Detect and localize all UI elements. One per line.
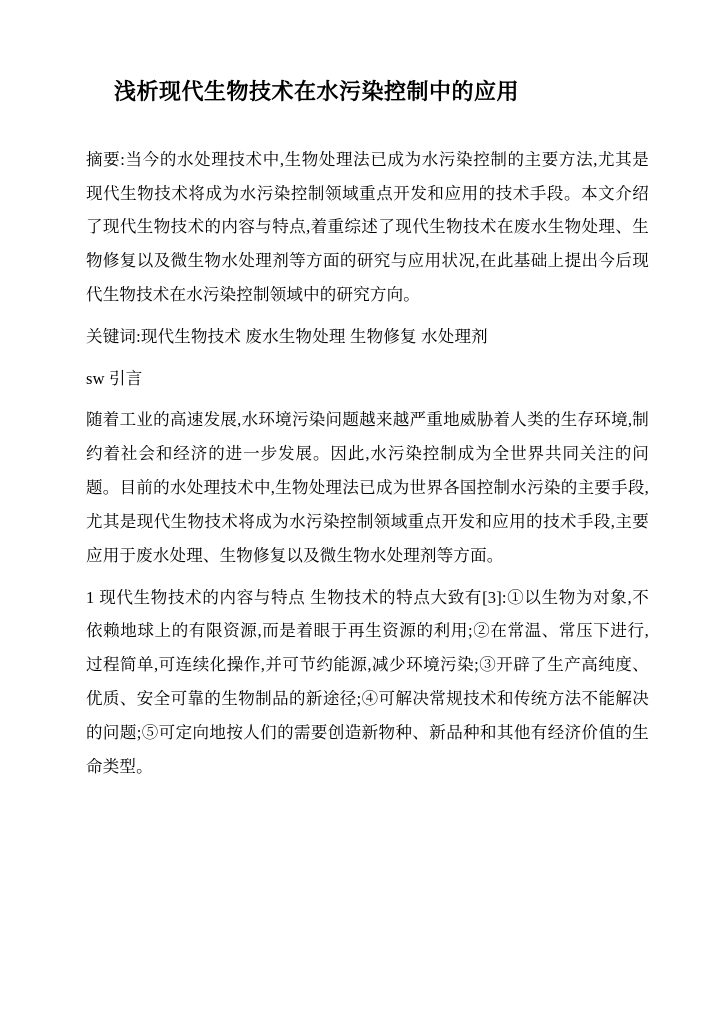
keywords-line: 关键词:现代生物技术 废水生物处理 生物修复 水处理剂 xyxy=(86,326,488,346)
abstract-paragraph: 摘要:当今的水处理技术中,生物处理法已成为水污染控制的主要方法,尤其是现代生物技术将成为水污染控制领域重点开发和应用的技术手段。本文介绍了现代生物技术的内容与特点,着重综述了现代生物技术在废水生物处理、生物修复以及微生物水处理剂等方面的研究与应用状况,在此基础上提出今后现代生物技术在水污染控制领域中的研究方向。 xyxy=(86,149,649,305)
intro-paragraph: 随着工业的高速发展,水环境污染问题越来越严重地威胁着人类的生存环境,制约着社会和经济的进一步发展。因此,水污染控制成为全世界共同关注的问题。目前的水处理技术中,生物处理法已成为世界各国控制水污染的主要手段,尤其是现代生物技术将成为水污染控制领域重点开发和应用的技术手段,主要应用于废水处理、生物修复以及微生物水处理剂等方面。 xyxy=(86,410,649,565)
section-one-paragraph: 1 现代生物技术的内容与特点 生物技术的特点大致有[3]:①以生物为对象,不依赖地球上的有限资源,而是着眼于再生资源的利用;②在常温、常压下进行,过程简单,可连续化操作,并可节约能源,减少环境污染;③开辟了生产高纯度、优质、安全可靠的生物制品的新途径;④可解决常规技术和传统方法不能解决的问题;⑤可定向地按人们的需要创造新物种、新品种和其他有经济价值的生命类型。 xyxy=(86,587,649,776)
intro-heading: sw 引言 xyxy=(86,368,143,388)
page-title: 浅析现代生物技术在水污染控制中的应用 xyxy=(114,80,520,105)
